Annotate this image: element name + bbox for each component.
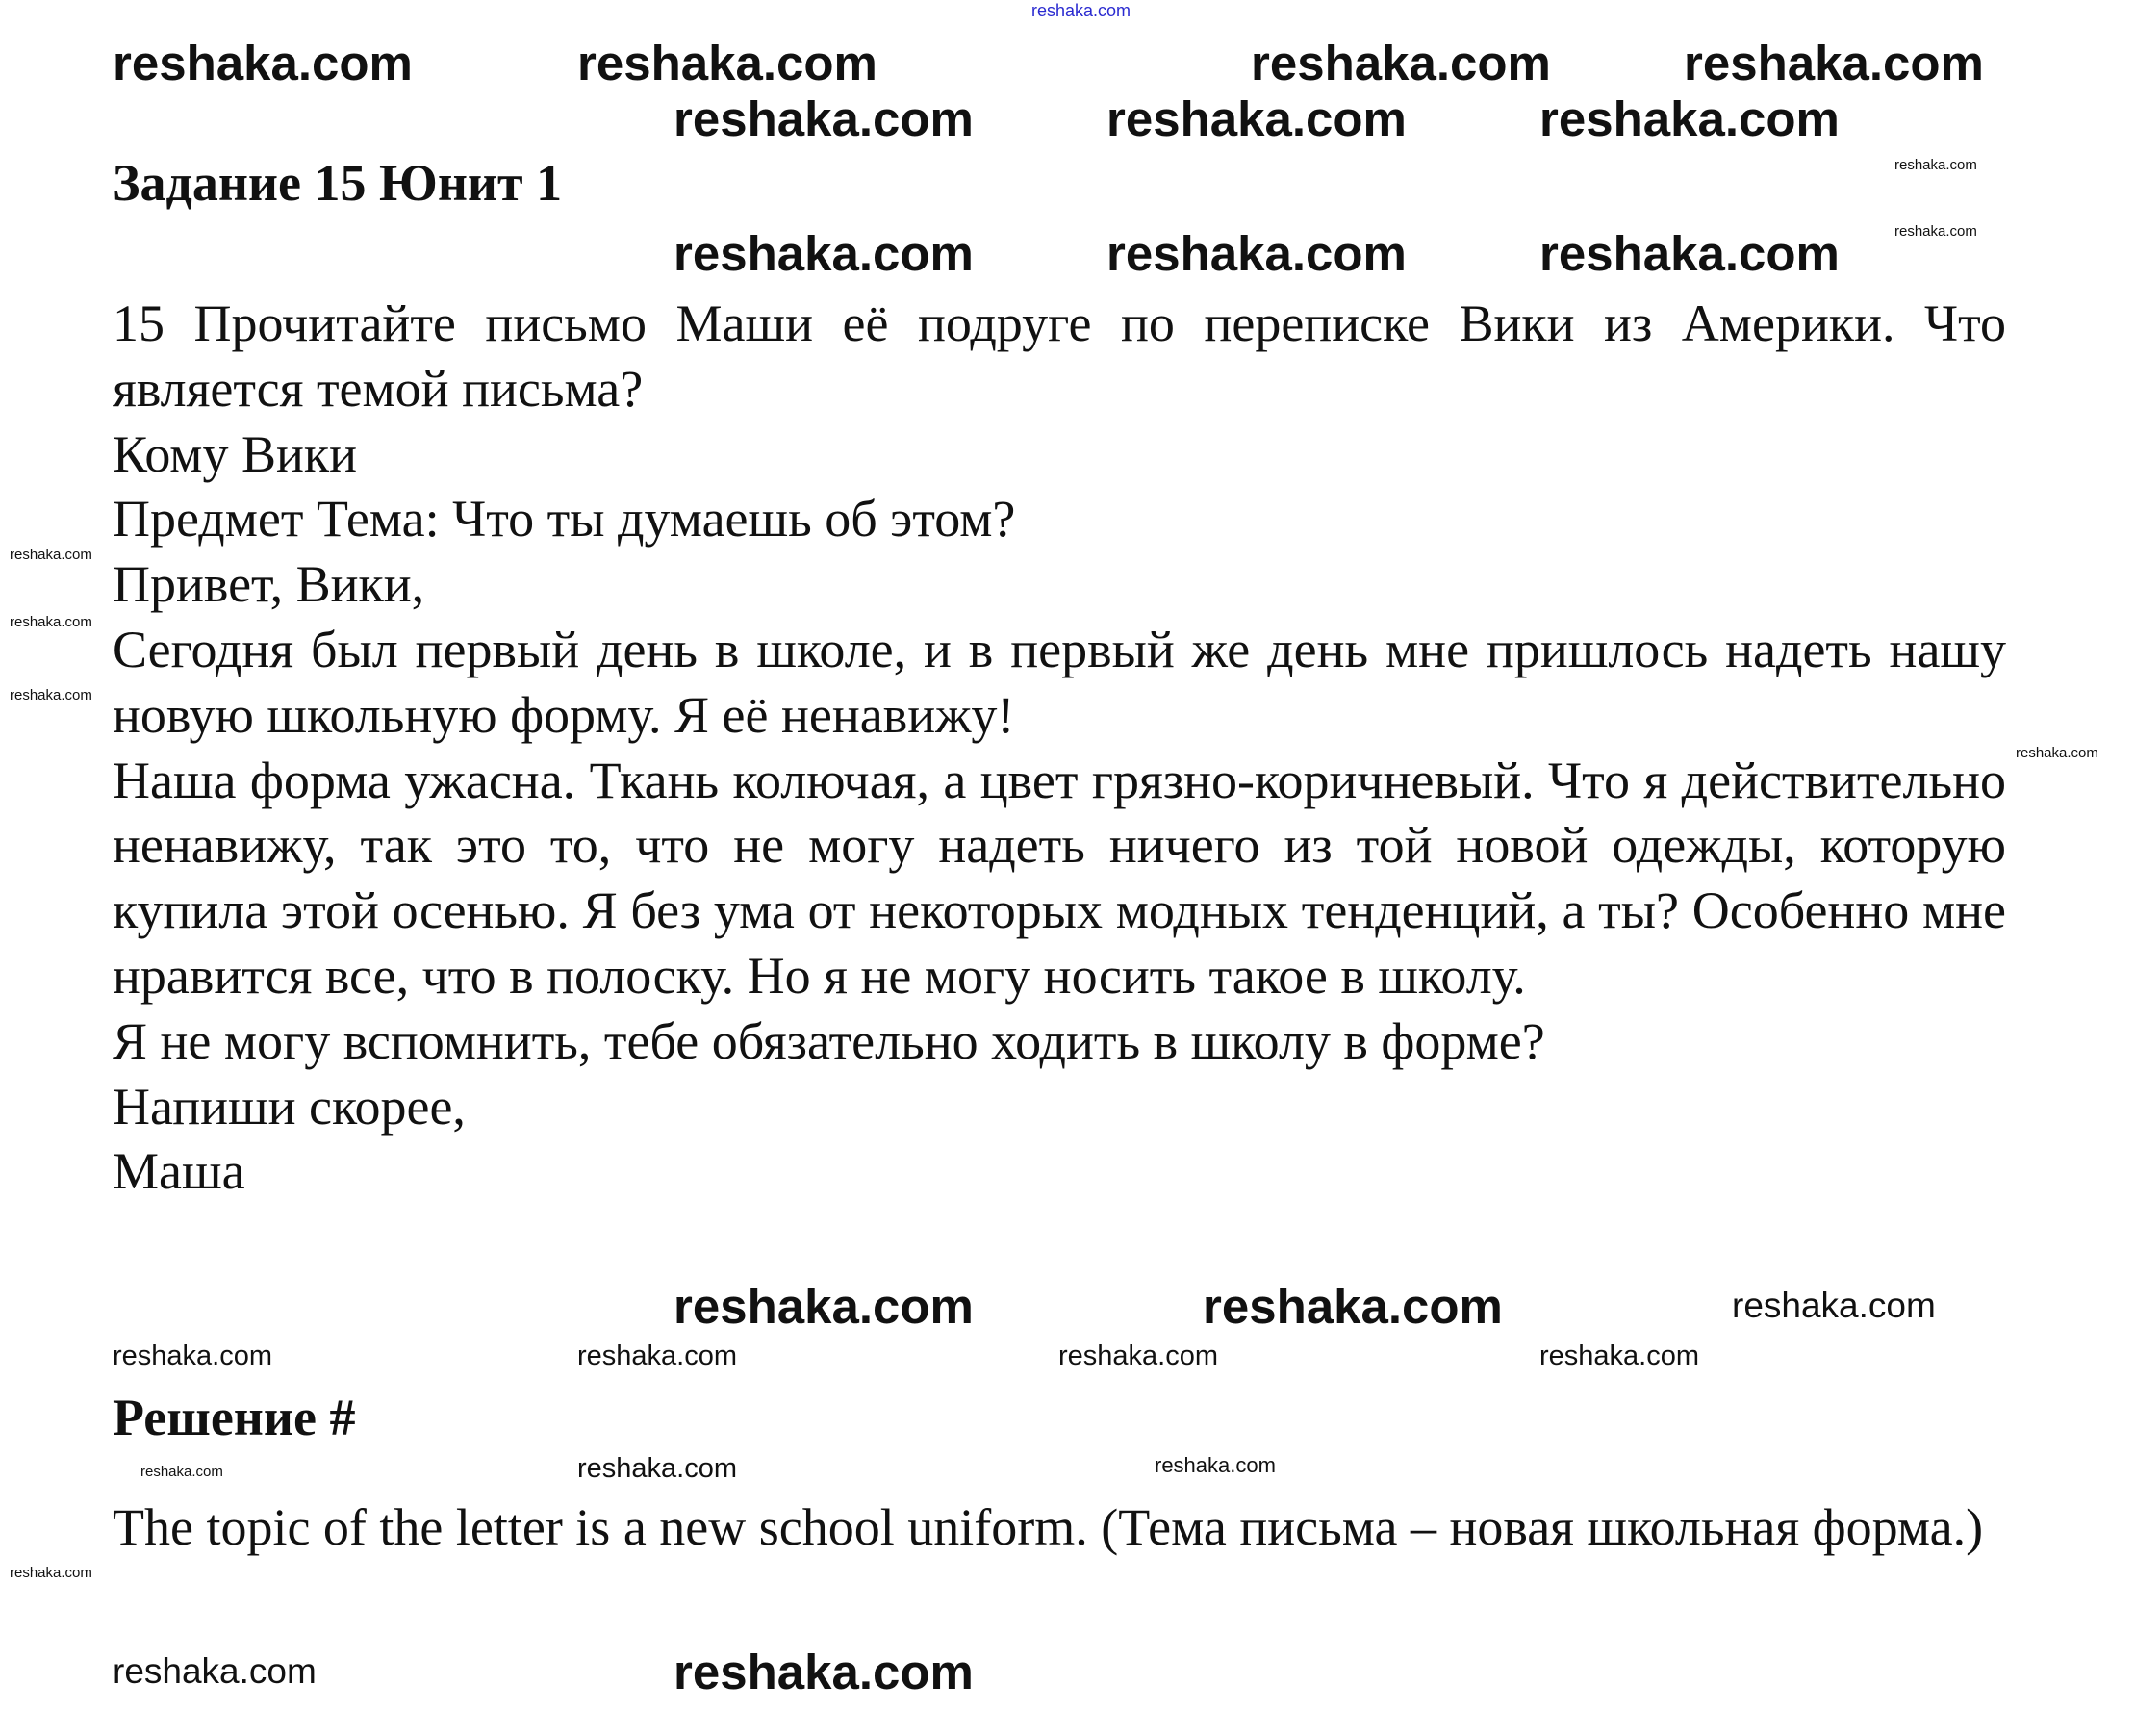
letter-paragraph: Я не могу вспомнить, тебе обязательно ходить в школу в форме?: [113, 1011, 1545, 1070]
watermark: reshaka.com: [10, 547, 92, 563]
task-text: [113, 292, 2006, 1205]
watermark: reshaka.com: [674, 226, 974, 281]
solution-title: Решение #: [113, 1389, 356, 1446]
watermark: reshaka.com: [1539, 1340, 1700, 1371]
watermark: reshaka.com: [113, 1651, 317, 1691]
watermark: reshaka.com: [674, 91, 974, 146]
watermark: reshaka.com: [1732, 1286, 1936, 1325]
watermark: reshaka.com: [140, 1464, 223, 1480]
header-link[interactable]: reshaka.com: [1031, 1, 1131, 20]
watermark: reshaka.com: [1539, 91, 1840, 146]
letter-paragraph: Наша форма ужасна. Ткань колючая, а цвет грязно-коричневый. Что я действительно ненавижу, так это то, что не могу надеть ничего из той новой одежды, которую купила этой осенью. Я без ума от некоторых модных тенденций, а ты? Особенно мне нравится все, что в полоску. Но я не могу носить такое в школу.: [113, 751, 2006, 1005]
watermark: reshaka.com: [1058, 1340, 1219, 1371]
watermark: reshaka.com: [674, 1279, 974, 1334]
watermark: reshaka.com: [577, 36, 877, 90]
letter-subject: Предмет Тема: Что ты думаешь об этом?: [113, 490, 1016, 549]
letter-paragraph: Сегодня был первый день в школе, и в первый же день мне пришлось надеть нашу новую школьную форму. Я её ненавижу!: [113, 620, 2006, 744]
solution-answer: The topic of the letter is a new school uniform. (Тема письма – новая школьная форма.): [113, 1498, 1984, 1556]
watermark: reshaka.com: [10, 614, 92, 630]
page-title: Задание 15 Юнит 1: [113, 154, 563, 212]
watermark: reshaka.com: [1539, 226, 1840, 281]
watermark: reshaka.com: [1106, 91, 1407, 146]
solution-text: [113, 1495, 2006, 1561]
letter-closing: Напиши скорее,: [113, 1077, 466, 1136]
watermark: reshaka.com: [1251, 36, 1551, 90]
letter-greeting: Привет, Вики,: [113, 555, 425, 614]
watermark: reshaka.com: [674, 1645, 974, 1699]
watermark: reshaka.com: [10, 687, 92, 703]
watermark: reshaka.com: [2016, 745, 2098, 761]
watermark: reshaka.com: [113, 1340, 273, 1371]
watermark: reshaka.com: [1155, 1453, 1276, 1477]
watermark: reshaka.com: [1894, 157, 1977, 173]
watermark: reshaka.com: [1684, 36, 1984, 90]
watermark: reshaka.com: [577, 1340, 738, 1371]
watermark: reshaka.com: [1894, 223, 1977, 240]
task-question: 15 Прочитайте письмо Маши её подруге по переписке Вики из Америки. Что является темой письма?: [113, 294, 2006, 418]
watermark: reshaka.com: [113, 36, 413, 90]
letter-signature: Маша: [113, 1142, 245, 1201]
watermark: reshaka.com: [1106, 226, 1407, 281]
letter-to: Кому Вики: [113, 424, 358, 483]
watermark: reshaka.com: [10, 1565, 92, 1581]
watermark: reshaka.com: [1203, 1279, 1503, 1334]
watermark: reshaka.com: [577, 1453, 738, 1484]
